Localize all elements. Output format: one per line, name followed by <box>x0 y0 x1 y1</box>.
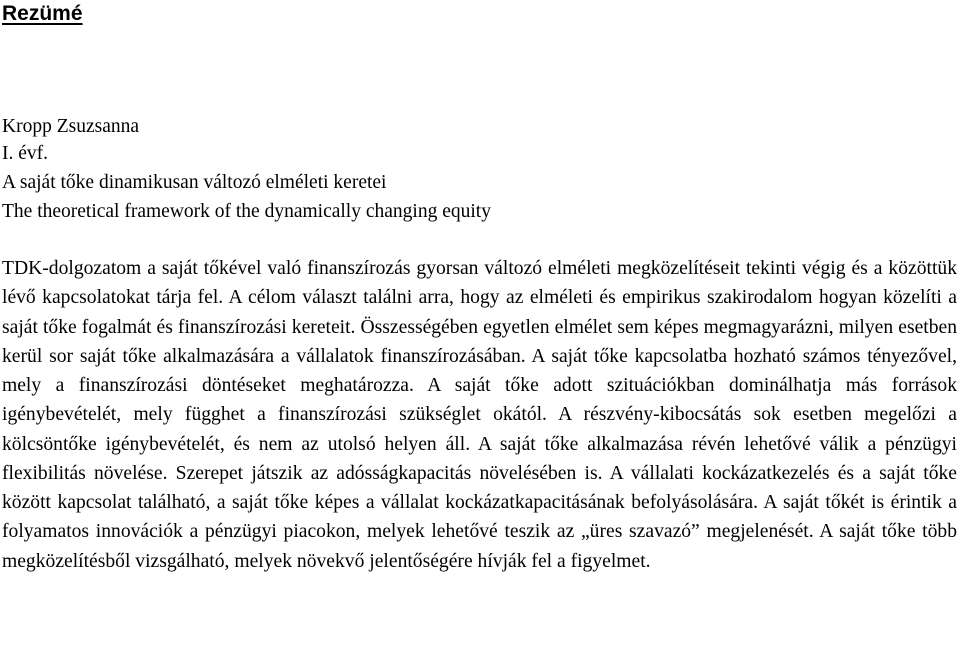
abstract-paragraph: TDK-dolgozatom a saját tőkével való finanszírozás gyorsan változó elméleti megközelítéseit tekinti végig és a közöttük lévő kapcsolatokat tárja fel. A célom választ találni arra, hogy az elméleti és empirikus szakirodalom hogyan közelíti a saját tőke fogalmát és finanszírozási kereteit. Összességében egyetlen elmélet sem képes megmagyarázni, milyen esetben kerül sor saját tőke alkalmazására a vállalatok finanszírozásában. A saját tőke kapcsolatba hozható számos tényezővel, mely a finanszírozási döntéseket meghatározza. A saját tőke adott szituációkban dominálhatja más források igénybevételét, mely függhet a finanszírozási szükséglet okától. A részvény-kibocsátás sok esetben megelőzi a kölcsöntőke igénybevételét, és nem az utolsó helyen áll. A saját tőke alkalmazása révén lehetővé válik a pénzügyi flexibilitás növelése. Szerepet játszik az adósságkapacitás növelésében is. A vállalati kockázatkezelés és a saját tőke között kapcsolat található, a saját tőke képes a vállalat kockázatkapacitásának befolyásolására. A saját tőkét is érintik a folyamatos innovációk a pénzügyi piacokon, melyek lehetővé teszik az „üres szavazó” megjelenését. A saját tőke több megközelítésből vizsgálható, melyek növekvő jelentőségére hívják fel a figyelmet. <box>2 258 957 572</box>
paper-title-english: The theoretical framework of the dynamically changing equity <box>2 201 491 222</box>
document-heading: Rezümé <box>2 2 83 25</box>
author-name: Kropp Zsuzsanna <box>2 116 140 137</box>
paper-title-hungarian: A saját tőke dinamikusan változó elméleti keretei <box>2 172 387 193</box>
study-year: I. évf. <box>2 143 49 164</box>
